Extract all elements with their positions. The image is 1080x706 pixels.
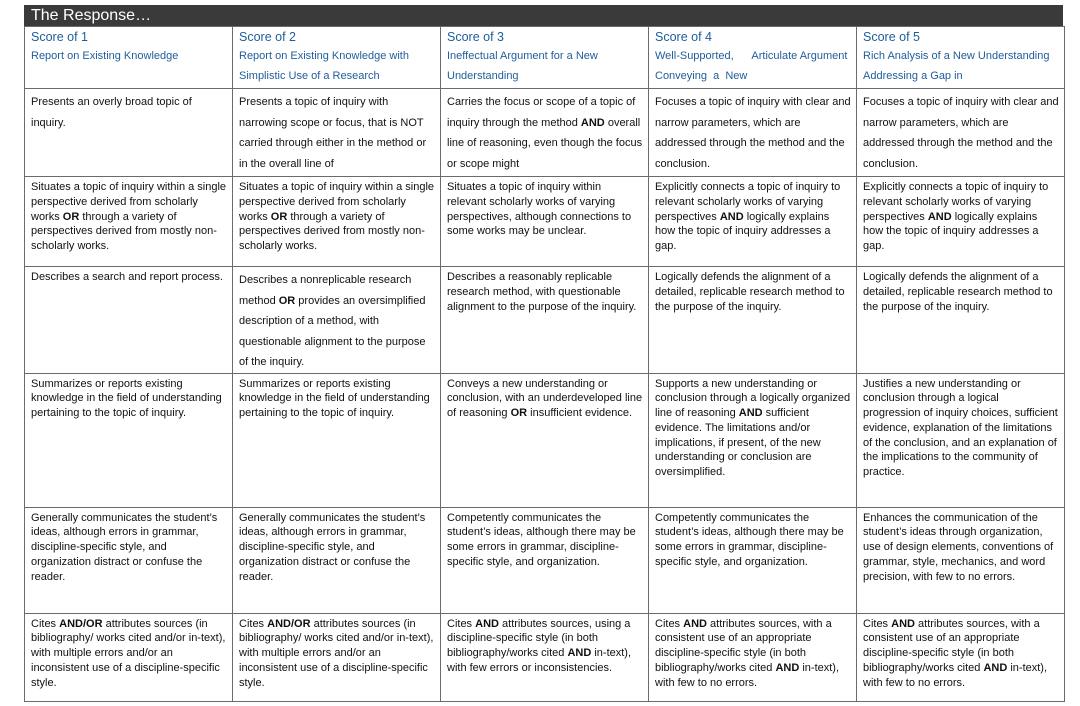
emphasis-keyword: AND: [580, 116, 605, 129]
rubric-cell: [649, 373, 857, 507]
column-header-2: [233, 27, 441, 89]
rubric-cell: [857, 267, 1065, 374]
rubric-cell: [857, 507, 1065, 613]
cell-text: Conveys a new understanding or conclusion, with an underdeveloped line of reasoning OR insufficient evidence.: [447, 377, 643, 420]
cell-text: Situates a topic of inquiry within a single perspective derived from scholarly works OR through a variety of perspectives derived from mostly non-scholarly works.: [31, 181, 227, 253]
emphasis-keyword: AND/OR: [267, 617, 311, 630]
rubric-row: [25, 613, 1065, 701]
emphasis-keyword: OR: [510, 407, 528, 420]
emphasis-keyword: AND/OR: [59, 617, 103, 630]
rubric-row: [25, 177, 1065, 267]
score-label: Score of 2: [239, 30, 296, 44]
rubric-cell: [441, 613, 649, 701]
cell-text: Focuses a topic of inquiry with clear and narrow parameters, which are addressed through the method and the conclusion.: [863, 96, 1059, 170]
cell-text: Generally communicates the student’s ideas, although errors in grammar, discipline-specific style, and organization distract or confuse the reader.: [239, 511, 426, 583]
rubric-cell: [25, 507, 233, 613]
cell-text: Explicitly connects a topic of inquiry to relevant scholarly works of varying perspectives AND logically explains how the topic of inquiry addresses a gap.: [655, 181, 841, 253]
cell-text: Generally communicates the student’s ideas, although errors in grammar, discipline-specific style, and organization distract or confuse the reader.: [31, 511, 218, 583]
cell-text: Describes a search and report process.: [31, 271, 223, 283]
rubric-cell: [25, 89, 233, 177]
cell-text: Summarizes or reports existing knowledge in the field of understanding pertaining to the topic of inquiry.: [31, 377, 222, 420]
rubric-cell: [649, 613, 857, 701]
rubric-cell: [25, 177, 233, 267]
cell-text: Cites AND attributes sources, with a consistent use of an appropriate discipline-specific style (in both bibliography/works cited AND in-text), with few to no errors.: [655, 617, 840, 689]
rubric-cell: [441, 373, 649, 507]
score-description: Well-Supported, Articulate Argument Conveying a New: [655, 50, 854, 82]
emphasis-keyword: OR: [278, 294, 296, 307]
column-header-3: [441, 27, 649, 89]
rubric-cell: [233, 373, 441, 507]
rubric-row: [25, 373, 1065, 507]
emphasis-keyword: AND: [927, 210, 952, 223]
rubric-cell: [441, 507, 649, 613]
cell-text: Cites AND/OR attributes sources (in bibliography/ works cited and/or in-text), with multiple errors and/or an inconsistent use of a discipline-specific style.: [239, 617, 434, 689]
rubric-cell: [441, 89, 649, 177]
rubric-cell: [25, 267, 233, 374]
rubric-cell: [441, 177, 649, 267]
column-header-5: [857, 27, 1065, 89]
rubric-title: The Response…: [24, 5, 1063, 26]
emphasis-keyword: AND: [775, 661, 800, 674]
emphasis-keyword: AND: [738, 407, 763, 420]
cell-text: Describes a reasonably replicable research method, with questionable alignment to the purpose of the inquiry.: [447, 271, 637, 313]
cell-text: Cites AND/OR attributes sources (in bibliography/ works cited and/or in-text), with multiple errors and/or an inconsistent use of a discipline-specific style.: [31, 617, 226, 689]
rubric-cell: [233, 89, 441, 177]
rubric-row: [25, 89, 1065, 177]
rubric-cell: [857, 89, 1065, 177]
emphasis-keyword: AND: [891, 617, 915, 630]
rubric-cell: [649, 267, 857, 374]
cell-text: Logically defends the alignment of a detailed, replicable research method to the purpose of the inquiry.: [655, 271, 845, 313]
score-description: Ineffectual Argument for a New Understanding: [447, 50, 598, 82]
rubric-table: [24, 26, 1065, 702]
emphasis-keyword: AND: [567, 647, 592, 660]
rubric-cell: [857, 177, 1065, 267]
score-description: Rich Analysis of a New Understanding Addressing a Gap in: [863, 50, 1050, 82]
cell-text: Cites AND attributes sources, with a consistent use of an appropriate discipline-specific style (in both bibliography/works cited AND in-text), with few to no errors.: [863, 617, 1048, 689]
rubric-body: [25, 89, 1065, 702]
cell-text: Describes a nonreplicable research method OR provides an oversimplified description of a method, with questionable alignment to the purpose of the inquiry.: [239, 274, 426, 368]
cell-text: Cites AND attributes sources, using a discipline-specific style (in both bibliography/works cited AND in-text), with few errors or inconsistencies.: [447, 617, 632, 674]
score-label: Score of 3: [447, 30, 504, 44]
emphasis-keyword: AND: [683, 617, 707, 630]
rubric-cell: [857, 613, 1065, 701]
column-header-4: [649, 27, 857, 89]
header-row: [25, 27, 1065, 89]
cell-text: Presents a topic of inquiry with narrowing scope or focus, that is NOT carried through either in the method or in the overall line of: [239, 96, 427, 170]
rubric-cell: [649, 89, 857, 177]
cell-text: Carries the focus or scope of a topic of inquiry through the method AND overall line of reasoning, even though the focus or scope might: [447, 96, 643, 170]
rubric-cell: [233, 507, 441, 613]
emphasis-keyword: AND: [475, 617, 499, 630]
rubric-cell: [441, 267, 649, 374]
cell-text: Competently communicates the student’s ideas, although there may be some errors in grammar, discipline-specific style, and organization.: [655, 511, 844, 568]
score-description: Report on Existing Knowledge with Simplistic Use of a Research: [239, 50, 409, 82]
score-label: Score of 1: [31, 30, 88, 44]
rubric-cell: [649, 507, 857, 613]
rubric-cell: [233, 177, 441, 267]
cell-text: Focuses a topic of inquiry with clear and narrow parameters, which are addressed through the method and the conclusion.: [655, 96, 851, 170]
cell-text: Presents an overly broad topic of inquiry.: [31, 96, 192, 129]
cell-text: Justifies a new understanding or conclusion through a logical progression of inquiry choices, sufficient evidence, explanation of the limitations of the conclusion, and an explanation of the implications to the community of practice.: [863, 377, 1058, 479]
cell-text: Logically defends the alignment of a detailed, replicable research method to the purpose of the inquiry.: [863, 271, 1053, 313]
emphasis-keyword: AND: [983, 661, 1008, 674]
cell-text: Enhances the communication of the student’s ideas through organization, use of design elements, conventions of grammar, style, mechanics, and word precision, with few to no errors.: [863, 511, 1054, 583]
emphasis-keyword: AND: [719, 210, 744, 223]
cell-text: Situates a topic of inquiry within relevant scholarly works of varying perspectives, although connections to some works may be unclear.: [447, 181, 632, 238]
emphasis-keyword: OR: [62, 210, 80, 223]
cell-text: Explicitly connects a topic of inquiry to relevant scholarly works of varying perspectives AND logically explains how the topic of inquiry addresses a gap.: [863, 181, 1049, 253]
score-label: Score of 5: [863, 30, 920, 44]
rubric-row: [25, 267, 1065, 374]
rubric-cell: [649, 177, 857, 267]
rubric-cell: [233, 267, 441, 374]
cell-text: Supports a new understanding or conclusion through a logically organized line of reasoning AND sufficient evidence. The limitations and/or implications, if present, of the new understanding or conclusion are oversimplified.: [655, 377, 851, 479]
rubric-row: [25, 507, 1065, 613]
score-label: Score of 4: [655, 30, 712, 44]
column-header-1: [25, 27, 233, 89]
rubric-cell: [25, 373, 233, 507]
emphasis-keyword: OR: [270, 210, 288, 223]
score-description: Report on Existing Knowledge: [31, 50, 179, 62]
cell-text: Situates a topic of inquiry within a single perspective derived from scholarly works OR through a variety of perspectives derived from mostly non-scholarly works.: [239, 181, 435, 253]
cell-text: Competently communicates the student’s ideas, although there may be some errors in grammar, discipline-specific style, and organization.: [447, 511, 636, 568]
rubric-cell: [233, 613, 441, 701]
cell-text: Summarizes or reports existing knowledge in the field of understanding pertaining to the topic of inquiry.: [239, 377, 430, 420]
rubric-cell: [25, 613, 233, 701]
rubric-cell: [857, 373, 1065, 507]
